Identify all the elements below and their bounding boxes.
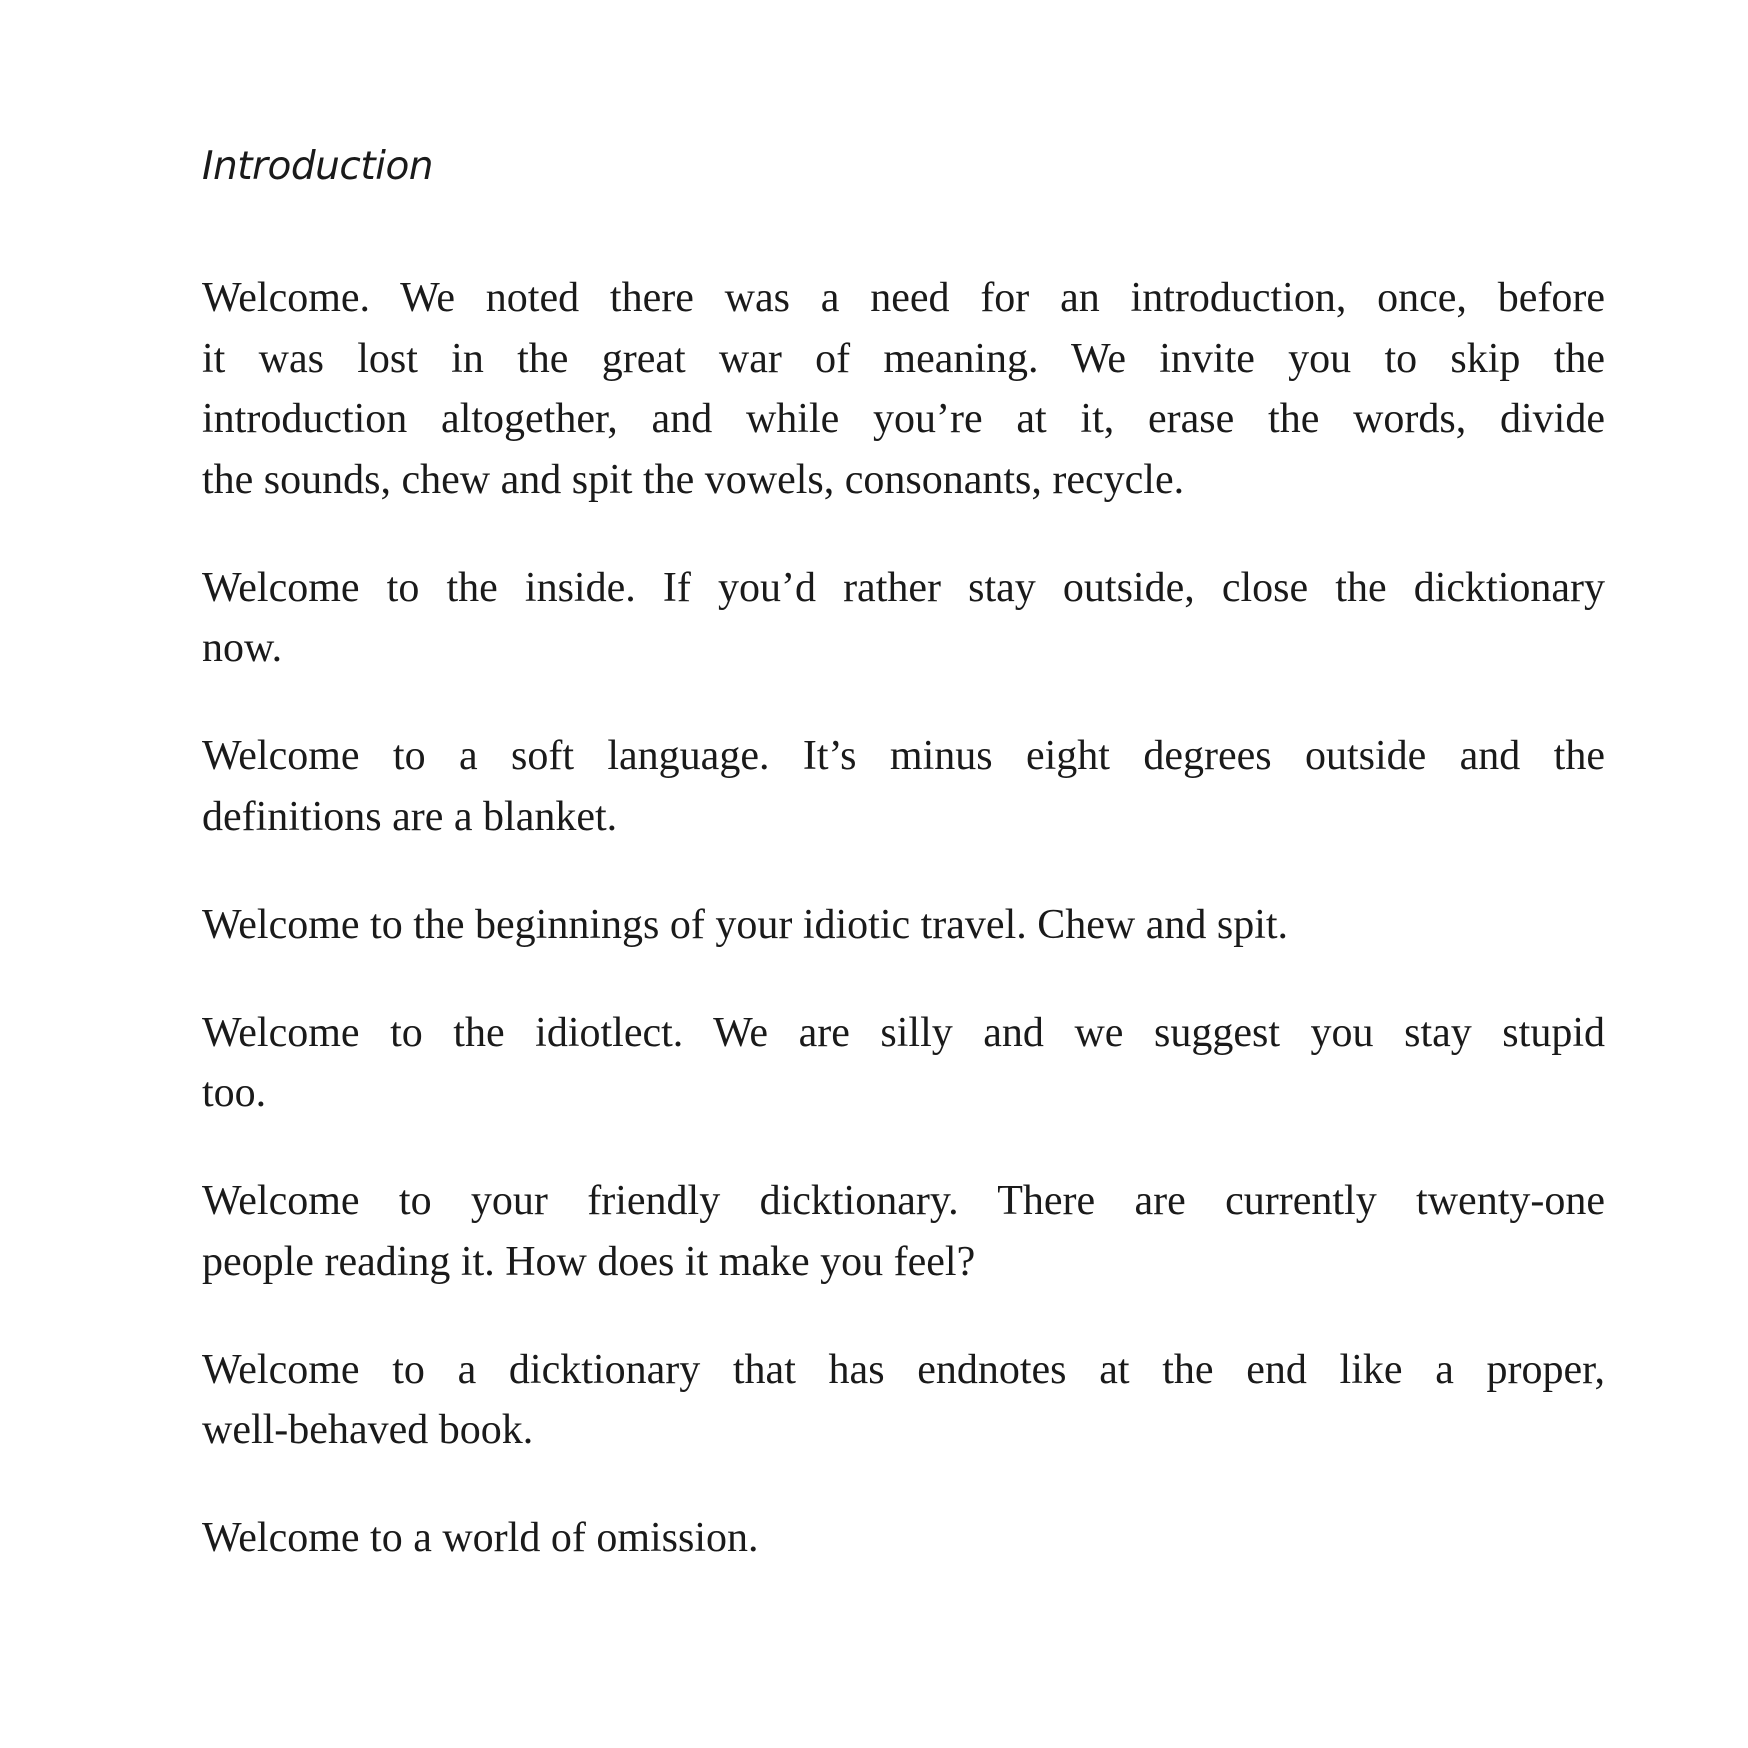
paragraph (202, 726, 1605, 847)
text-line: introduction altogether, and while you’re at it, erase the words, divide (202, 396, 1605, 442)
text-line: Welcome to a soft language. It’s minus eight degrees outside and the (202, 733, 1605, 779)
paragraph (202, 1003, 1605, 1124)
text-line: Welcome to the beginnings of your idiotic travel. Chew and spit. (202, 901, 1289, 948)
text-line: Welcome to the inside. If you’d rather stay outside, close the dicktionary (202, 564, 1605, 611)
text-line: it was lost in the great war of meaning. We invite you to skip the (202, 335, 1605, 382)
paragraph (202, 1171, 1605, 1292)
text-line: Welcome to a world of omission. (202, 1515, 759, 1561)
text-line: the sounds, chew and spit the vowels, consonants, recycle. (202, 456, 1185, 503)
paragraph (202, 1508, 1605, 1569)
text-line: too. (202, 1070, 267, 1116)
text-line: Welcome. We noted there was a need for an introduction, once, before (202, 275, 1605, 321)
section-heading: Introduction (202, 144, 434, 189)
text-line: well-behaved book. (202, 1407, 534, 1453)
text-line: definitions are a blanket. (202, 793, 618, 840)
text-line: Welcome to your friendly dicktionary. There are currently twenty-one (202, 1178, 1605, 1224)
text-line: Welcome to a dicktionary that has endnotes at the end like a proper, (202, 1346, 1605, 1393)
paragraph (202, 895, 1605, 956)
text-line: now. (202, 625, 283, 671)
text-line: Welcome to the idiotlect. We are silly and we suggest you stay stupid (202, 1009, 1605, 1056)
paragraph (202, 558, 1605, 679)
text-line: people reading it. How does it make you feel? (202, 1238, 976, 1285)
paragraph (202, 268, 1605, 510)
body-text (202, 268, 1605, 1616)
paragraph (202, 1340, 1605, 1461)
